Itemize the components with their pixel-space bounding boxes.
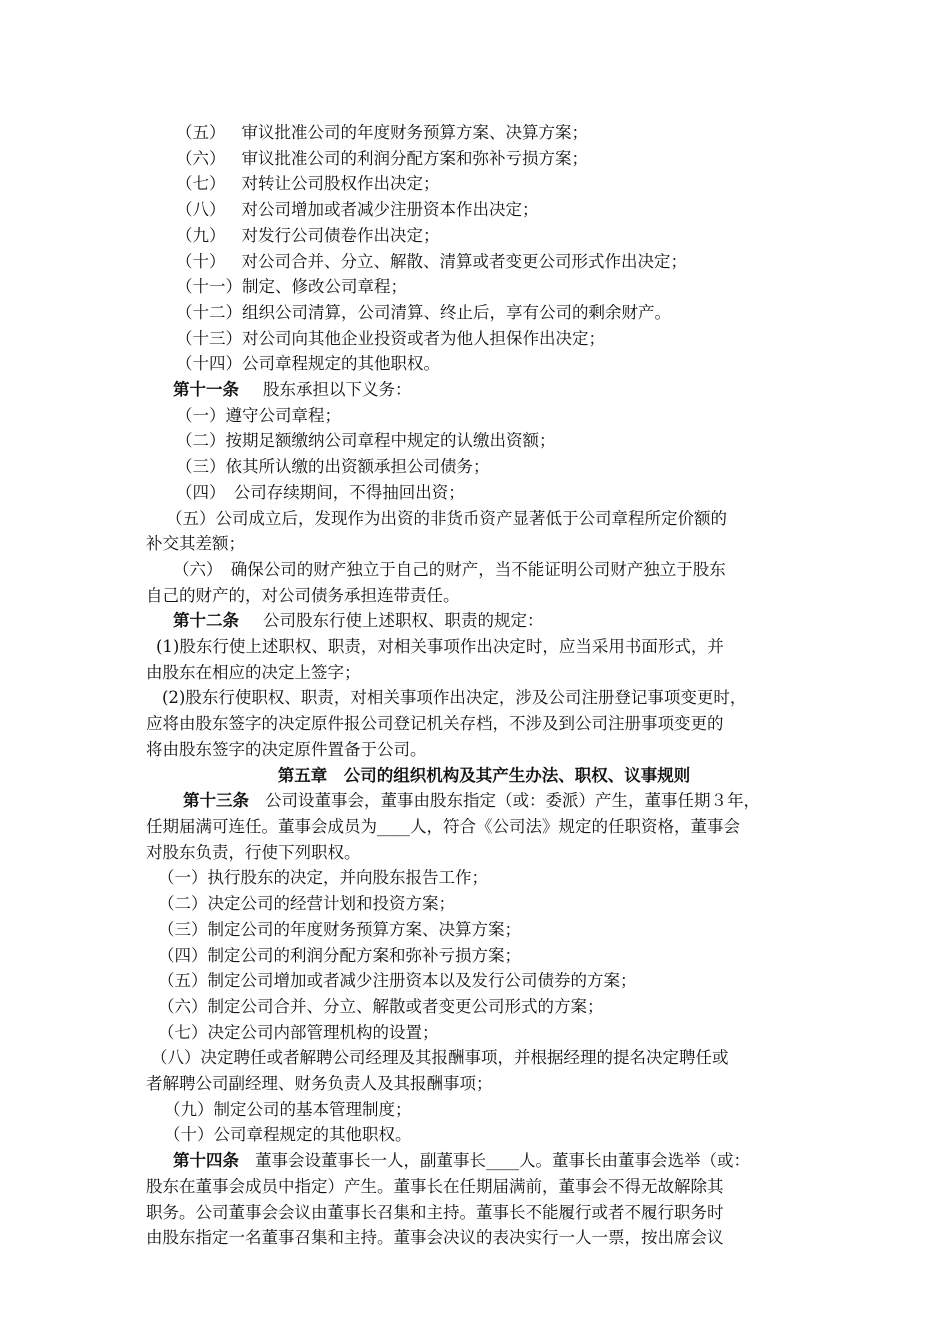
clause-line-cont: 应将由股东签字的决定原件报公司登记机关存档，不涉及到公司注册事项变更的 — [146, 714, 724, 734]
clause-line: （八）决定聘任或者解聘公司经理及其报酬事项，并根据经理的提名决定聘任或 — [151, 1048, 729, 1068]
clause-line: （十三）对公司向其他企业投资或者为他人担保作出决定； — [176, 328, 605, 348]
clause-line: （十）公司章程规定的其他职权。 — [164, 1125, 412, 1145]
clause-line: （二）决定公司的经营计划和投资方案； — [158, 894, 455, 914]
clause-line-cont: 职务。公司董事会会议由董事长召集和主持。董事长不能履行或者不履行职务时 — [146, 1202, 724, 1222]
clause-line-cont: 股东在董事会成员中指定）产生。董事长在任期届满前，董事会不得无故解除其 — [146, 1176, 724, 1196]
clause-line: （十二）组织公司清算，公司清算、终止后，享有公司的剩余财产。 — [176, 302, 671, 322]
clause-line-cont: 由股东指定一名董事召集和主持。董事会决议的表决实行一人一票，按出席会议 — [146, 1228, 724, 1248]
chapter-heading: 第五章 公司的组织机构及其产生办法、职权、议事规则 — [277, 765, 691, 785]
clause-line: （五） 审议批准公司的年度财务预算方案、决算方案； — [176, 123, 588, 142]
clause-line-cont: 由股东在相应的决定上签字； — [146, 662, 361, 682]
clause-line: （十一）制定、修改公司章程； — [176, 277, 407, 297]
clause-line: （九）制定公司的基本管理制度； — [164, 1099, 412, 1119]
clause-line: （六）制定公司合并、分立、解散或者变更公司形式的方案； — [158, 996, 604, 1016]
clause-line: （九） 对发行公司债卷作出决定； — [176, 225, 440, 245]
clause-line-cont: 补交其差额； — [146, 534, 245, 554]
clause-line: （一）执行股东的决定，并向股东报告工作； — [158, 868, 488, 888]
clause-line: （十） 对公司合并、分立、解散、清算或者变更公司形式作出决定； — [176, 251, 687, 271]
clause-line-cont: 对股东负责，行使下列职权。 — [146, 842, 361, 862]
clause-line: （三）制定公司的年度财务预算方案、决算方案； — [158, 919, 521, 939]
article-heading: 第十四条 — [173, 1151, 239, 1171]
article-13: 第十三条 公司设董事会，董事由股东指定（或：委派）产生，董事任期３年， — [183, 791, 760, 811]
clause-line: （七） 对转让公司股权作出决定； — [176, 174, 440, 194]
clause-line: (2)股东行使职权、职责，对相关事项作出决定，涉及公司注册登记事项变更时， — [162, 688, 747, 708]
clause-line: （三）依其所认缴的出资额承担公司债务； — [176, 457, 490, 477]
clause-line: (1)股东行使上述职权、职责，对相关事项作出决定时，应当采用书面形式，并 — [156, 637, 724, 657]
clause-line: （十四）公司章程规定的其他职权。 — [176, 354, 440, 374]
clause-line: （四） 公司存续期间，不得抽回出资； — [176, 482, 465, 502]
article-11: 第十一条 股东承担以下义务： — [173, 380, 412, 400]
article-heading: 第十三条 — [183, 791, 249, 811]
article-heading: 第十一条 — [173, 380, 239, 400]
clause-line: （六） 审议批准公司的利润分配方案和弥补亏损方案； — [176, 148, 588, 168]
clause-line: （七）决定公司内部管理机构的设置； — [158, 1022, 439, 1042]
clause-line: （二）按期足额缴纳公司章程中规定的认缴出资额； — [176, 431, 556, 451]
clause-line: （四）制定公司的利润分配方案和弥补亏损方案； — [158, 945, 521, 965]
article-heading: 第十二条 — [173, 611, 239, 631]
article-12: 第十二条 公司股东行使上述职权、职责的规定： — [173, 611, 544, 631]
clause-line-cont: 自己的财产的，对公司债务承担连带责任。 — [146, 585, 460, 605]
document-page — [146, 120, 814, 1251]
clause-line-cont: 将由股东签字的决定原件置备于公司。 — [146, 739, 427, 759]
article-14: 第十四条 董事会设董事长一人，副董事长____人。董事长由董事会选举（或： — [173, 1151, 750, 1171]
clause-line: （一）遵守公司章程； — [176, 405, 341, 425]
clause-line: （六） 确保公司的财产独立于自己的财产，当不能证明公司财产独立于股东 — [173, 559, 726, 579]
clause-line: （五）公司成立后，发现作为出资的非货币资产显著低于公司章程所定价额的 — [166, 508, 727, 528]
clause-line-cont: 者解聘公司副经理、财务负责人及其报酬事项； — [146, 1074, 493, 1094]
clause-line: （五）制定公司增加或者减少注册资本以及发行公司债券的方案； — [158, 971, 637, 991]
clause-line: （八） 对公司增加或者减少注册资本作出决定； — [176, 200, 539, 220]
clause-line-cont: 任期届满可连任。董事会成员为____人，符合《公司法》规定的任职资格，董事会 — [146, 816, 740, 836]
